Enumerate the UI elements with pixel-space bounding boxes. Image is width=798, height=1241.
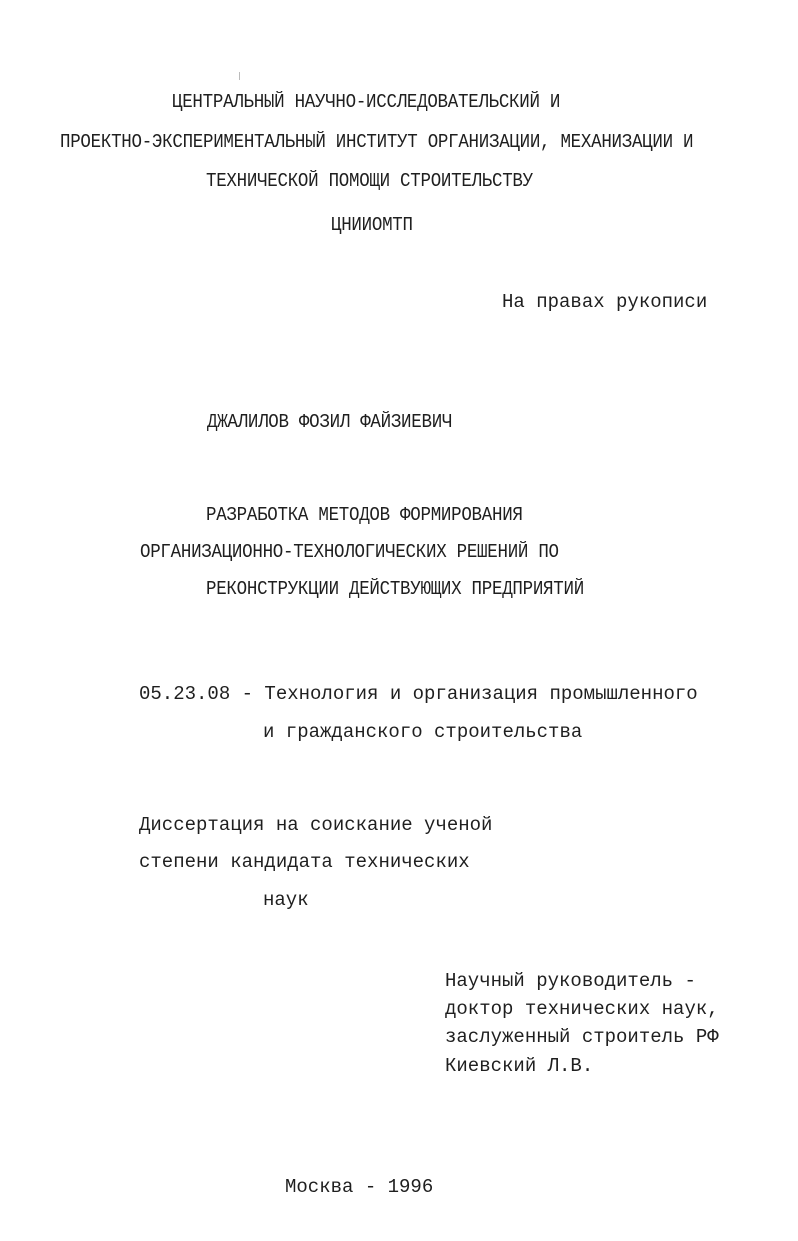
author-name: ДЖАЛИЛОВ ФОЗИЛ ФАЙЗИЕВИЧ <box>207 411 453 433</box>
specialty-line-2: и гражданского строительства <box>263 721 583 743</box>
scan-mark <box>239 72 240 80</box>
institute-abbreviation: ЦНИИОМТП <box>331 214 413 236</box>
title-line-3: РЕКОНСТРУКЦИИ ДЕЙСТВУЮЩИХ ПРЕДПРИЯТИЙ <box>206 578 584 600</box>
institute-line-3: ТЕХНИЧЕСКОЙ ПОМОЩИ СТРОИТЕЛЬСТВУ <box>206 170 533 192</box>
dissertation-line-3: наук <box>263 889 309 911</box>
supervisor-line-1: Научный руководитель - <box>445 970 696 992</box>
title-line-1: РАЗРАБОТКА МЕТОДОВ ФОРМИРОВАНИЯ <box>206 504 523 526</box>
institute-line-2: ПРОЕКТНО-ЭКСПЕРИМЕНТАЛЬНЫЙ ИНСТИТУТ ОРГАНИЗАЦИИ, МЕХАНИЗАЦИИ И <box>60 131 694 153</box>
supervisor-line-3: заслуженный строитель РФ <box>445 1026 719 1048</box>
place-and-year: Москва - 1996 <box>285 1176 434 1198</box>
rights-note: На правах рукописи <box>502 291 708 313</box>
dissertation-line-1: Диссертация на соискание ученой <box>139 814 493 836</box>
supervisor-line-4: Киевский Л.В. <box>445 1055 594 1077</box>
specialty-line-1: 05.23.08 - Технология и организация промышленного <box>139 683 698 705</box>
supervisor-line-2: доктор технических наук, <box>445 998 719 1020</box>
title-line-2: ОРГАНИЗАЦИОННО-ТЕХНОЛОГИЧЕСКИХ РЕШЕНИЙ ПО <box>140 541 559 563</box>
dissertation-line-2: степени кандидата технических <box>139 851 470 873</box>
institute-line-1: ЦЕНТРАЛЬНЫЙ НАУЧНО-ИССЛЕДОВАТЕЛЬСКИЙ И <box>172 91 561 113</box>
